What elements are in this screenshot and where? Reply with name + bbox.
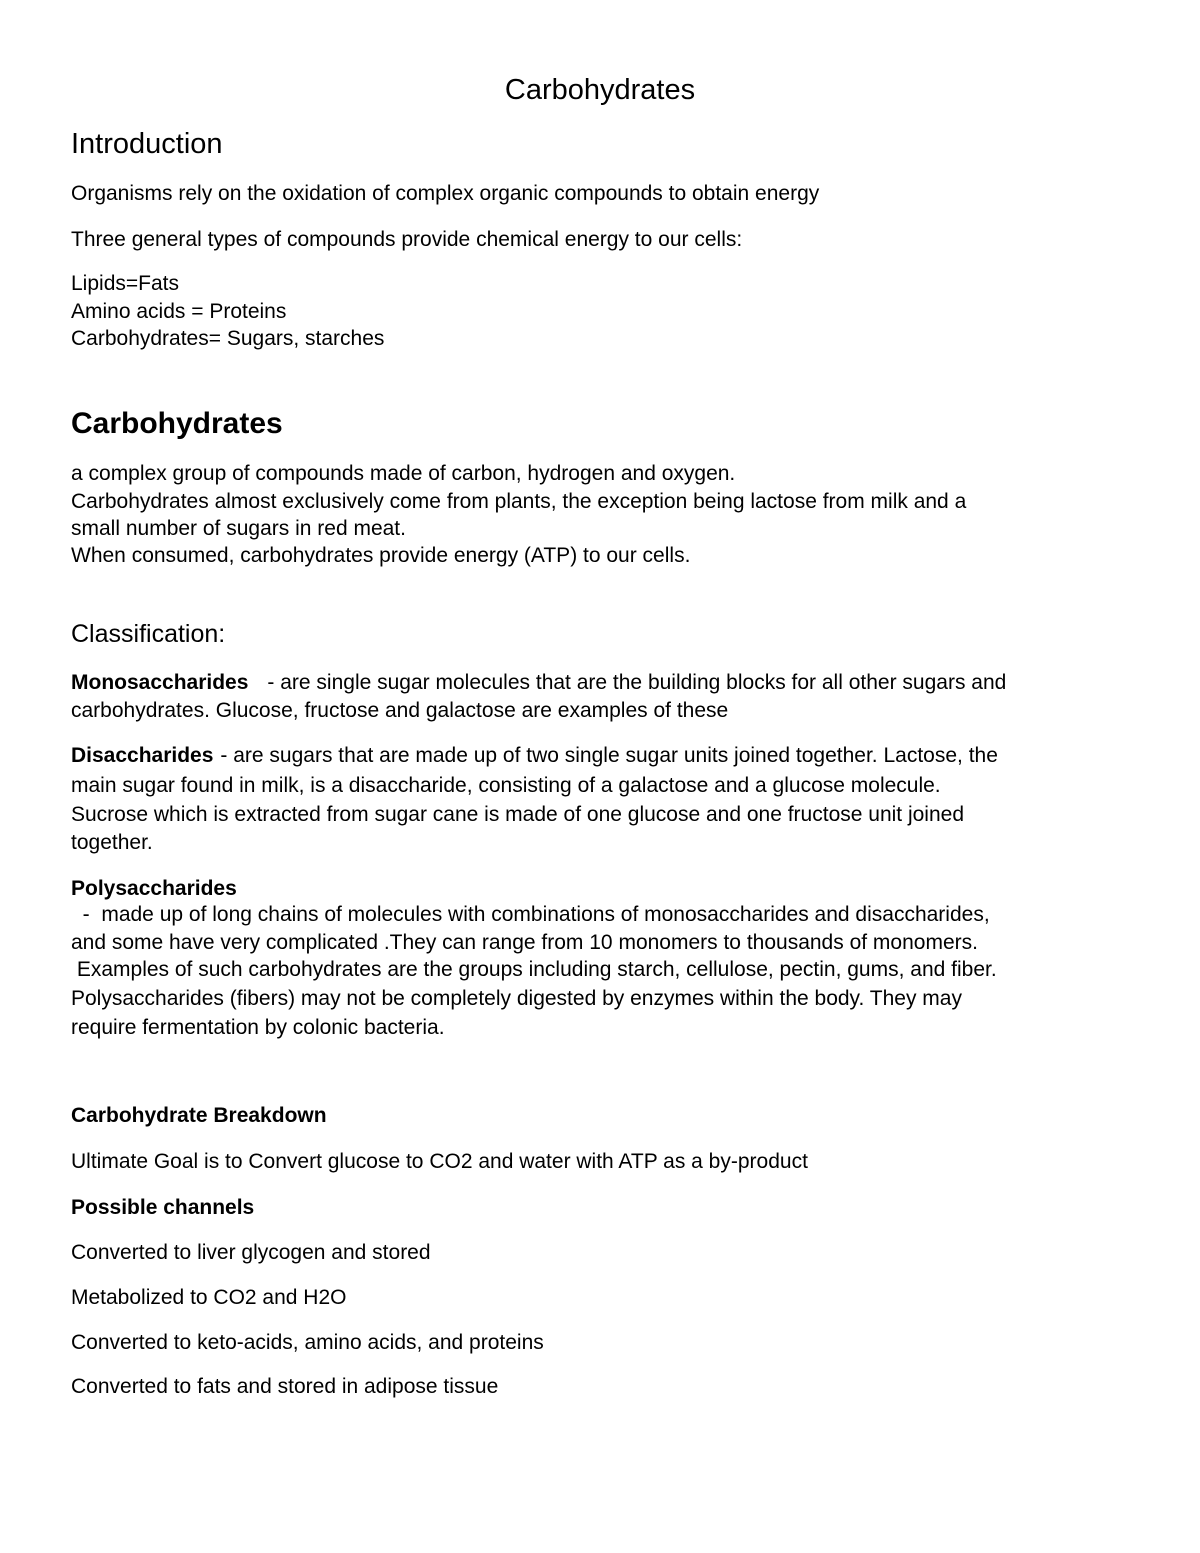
page-title: Carbohydrates [504, 74, 696, 106]
carbohydrates-heading: Carbohydrates [71, 407, 283, 440]
carbs-line: Carbohydrates almost exclusively come from plants, the exception being lactose from milk and a [71, 490, 967, 513]
disaccharides-definition: - are sugars that are made up of two single sugar units joined together. Lactose, the [220, 744, 998, 767]
polysaccharides-line: Examples of such carbohydrates are the groups including starch, cellulose, pectin, gums, and fiber. [71, 958, 997, 981]
channel-item: Converted to keto-acids, amino acids, and proteins [71, 1331, 544, 1354]
channel-item: Converted to fats and stored in adipose tissue [71, 1375, 499, 1398]
disaccharides-line-1 [71, 742, 998, 770]
breakdown-heading: Carbohydrate Breakdown [71, 1104, 327, 1127]
disaccharides-term: Disaccharides [71, 744, 214, 767]
energy-list-item: Amino acids = Proteins [71, 300, 287, 323]
polysaccharides-term: Polysaccharides [71, 877, 237, 900]
disaccharides-line-3: Sucrose which is extracted from sugar cane is made of one glucose and one fructose unit joined [71, 803, 965, 826]
energy-list-item: Lipids=Fats [71, 272, 179, 295]
monosaccharides-term: Monosaccharides [71, 671, 249, 694]
carbs-line: small number of sugars in red meat. [71, 517, 406, 540]
disaccharides-line-2: main sugar found in milk, is a disaccharide, consisting of a galactose and a glucose molecule. [71, 774, 941, 797]
disaccharides-line-4: together. [71, 831, 153, 854]
breakdown-goal: Ultimate Goal is to Convert glucose to CO2 and water with ATP as a by-product [71, 1150, 808, 1173]
channel-item: Converted to liver glycogen and stored [71, 1241, 431, 1264]
energy-list-item: Carbohydrates= Sugars, starches [71, 327, 385, 350]
polysaccharides-line: Polysaccharides (fibers) may not be completely digested by enzymes within the body. They may [71, 987, 962, 1010]
channels-heading: Possible channels [71, 1196, 255, 1219]
carbs-line: a complex group of compounds made of carbon, hydrogen and oxygen. [71, 462, 736, 485]
carbs-line: When consumed, carbohydrates provide energy (ATP) to our cells. [71, 544, 691, 567]
polysaccharides-line: - made up of long chains of molecules with combinations of monosaccharides and disaccharides, [71, 903, 990, 926]
monosaccharides-line-2: carbohydrates. Glucose, fructose and galactose are examples of these [71, 699, 729, 722]
introduction-heading: Introduction [71, 128, 223, 160]
intro-paragraph-2: Three general types of compounds provide chemical energy to our cells: [71, 228, 743, 251]
monosaccharides-line-1 [71, 669, 1006, 697]
intro-paragraph-1: Organisms rely on the oxidation of complex organic compounds to obtain energy [71, 182, 820, 205]
classification-heading: Classification: [71, 620, 226, 648]
monosaccharides-definition: - are single sugar molecules that are the building blocks for all other sugars and [267, 671, 1007, 694]
channel-item: Metabolized to CO2 and H2O [71, 1286, 347, 1309]
polysaccharides-line: require fermentation by colonic bacteria. [71, 1016, 445, 1039]
polysaccharides-line: and some have very complicated .They can range from 10 monomers to thousands of monomers. [71, 931, 978, 954]
